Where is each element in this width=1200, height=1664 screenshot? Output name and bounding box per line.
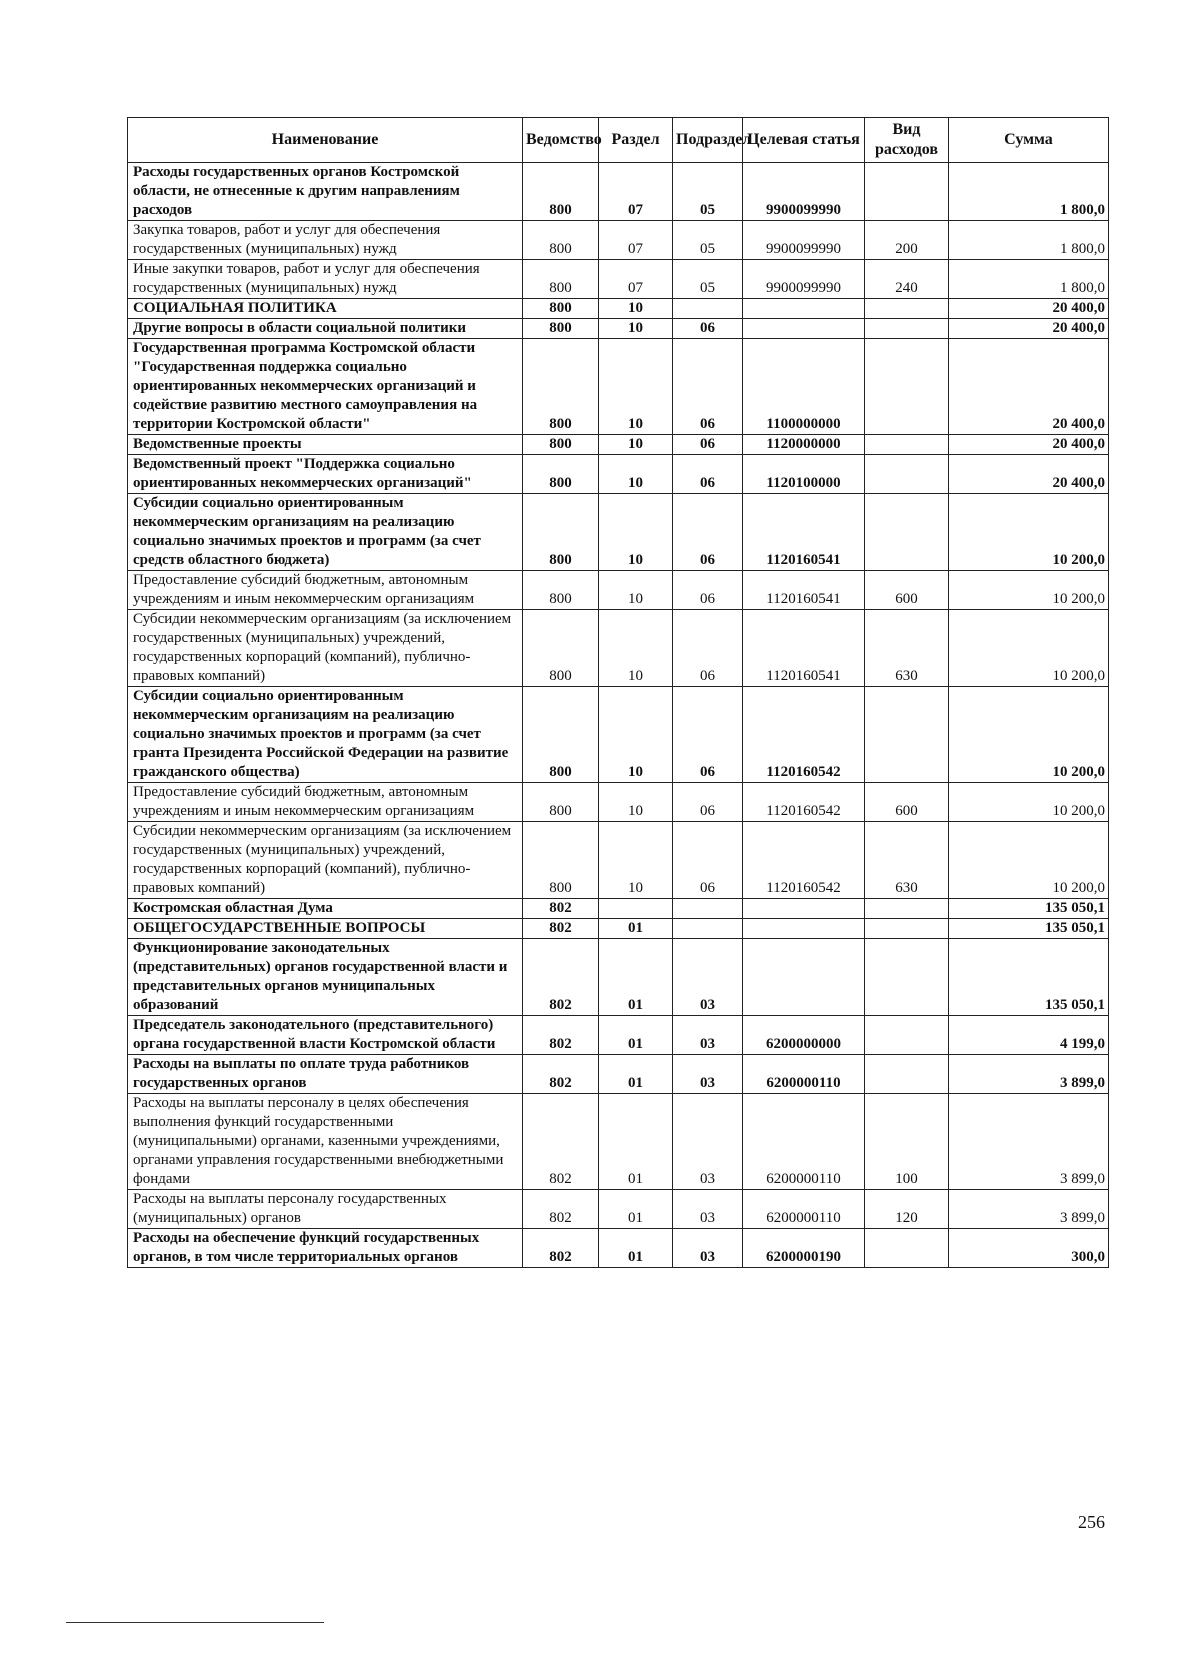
cell-amount: 4 199,0 [949,1016,1109,1055]
cell-name: Иные закупки товаров, работ и услуг для обеспечения государственных (муниципальных) нужд [128,260,523,299]
cell-name: Другие вопросы в области социальной политики [128,319,523,339]
cell-expense-type [865,899,949,919]
cell-amount: 10 200,0 [949,687,1109,783]
cell-department: 800 [523,221,599,260]
cell-name: Функционирование законодательных (представительных) органов государственной власти и представительных органов муниципальных образований [128,939,523,1016]
cell-department: 800 [523,260,599,299]
cell-department: 800 [523,822,599,899]
cell-expense-type: 630 [865,822,949,899]
cell-name: Костромская областная Дума [128,899,523,919]
cell-amount: 20 400,0 [949,455,1109,494]
cell-section: 10 [599,339,673,435]
table-row [128,1190,1109,1229]
cell-name: Субсидии социально ориентированным некоммерческим организациям на реализацию социально значимых проектов и программ (за счет гранта Президента Российской Федерации на развитие гражданского общества) [128,687,523,783]
table-row [128,687,1109,783]
cell-section: 01 [599,1055,673,1094]
cell-subsection: 06 [673,494,743,571]
cell-target-item [743,939,865,1016]
cell-department: 802 [523,1055,599,1094]
cell-department: 800 [523,571,599,610]
cell-section: 01 [599,919,673,939]
cell-section: 10 [599,571,673,610]
cell-amount: 10 200,0 [949,494,1109,571]
cell-amount: 10 200,0 [949,822,1109,899]
cell-target-item: 6200000110 [743,1055,865,1094]
cell-expense-type: 120 [865,1190,949,1229]
cell-expense-type: 600 [865,571,949,610]
cell-department: 802 [523,1016,599,1055]
cell-amount: 20 400,0 [949,319,1109,339]
header-section: Раздел [599,118,673,163]
cell-expense-type [865,687,949,783]
cell-amount: 135 050,1 [949,919,1109,939]
cell-subsection: 06 [673,610,743,687]
cell-amount: 300,0 [949,1229,1109,1268]
cell-subsection [673,299,743,319]
cell-amount: 3 899,0 [949,1190,1109,1229]
table-row [128,899,1109,919]
cell-department: 800 [523,299,599,319]
cell-subsection: 03 [673,1229,743,1268]
cell-target-item [743,319,865,339]
cell-section: 07 [599,260,673,299]
cell-subsection: 06 [673,435,743,455]
cell-subsection [673,919,743,939]
table-row [128,260,1109,299]
cell-section [599,899,673,919]
table-row [128,494,1109,571]
cell-target-item: 6200000000 [743,1016,865,1055]
cell-amount: 10 200,0 [949,571,1109,610]
cell-department: 802 [523,1190,599,1229]
cell-subsection: 05 [673,260,743,299]
cell-section: 01 [599,1229,673,1268]
cell-target-item: 1120160542 [743,783,865,822]
cell-department: 802 [523,919,599,939]
cell-name: Государственная программа Костромской области "Государственная поддержка социально ориентированных некоммерческих организаций и содействие развитию местного самоуправления на территории Костромской области" [128,339,523,435]
cell-name: Расходы на выплаты персоналу государственных (муниципальных) органов [128,1190,523,1229]
cell-name: Расходы на выплаты по оплате труда работников государственных органов [128,1055,523,1094]
table-row [128,1016,1109,1055]
cell-target-item: 6200000190 [743,1229,865,1268]
cell-name: СОЦИАЛЬНАЯ ПОЛИТИКА [128,299,523,319]
cell-department: 800 [523,494,599,571]
cell-amount: 1 800,0 [949,221,1109,260]
cell-section: 10 [599,435,673,455]
cell-amount: 10 200,0 [949,610,1109,687]
cell-expense-type [865,455,949,494]
header-target-item: Целевая статья [743,118,865,163]
cell-name: Расходы государственных органов Костромской области, не отнесенные к другим направлениям расходов [128,163,523,221]
table-row [128,319,1109,339]
cell-subsection: 06 [673,455,743,494]
cell-amount: 10 200,0 [949,783,1109,822]
cell-department: 802 [523,1229,599,1268]
cell-target-item: 1120000000 [743,435,865,455]
table-row [128,435,1109,455]
cell-name: Субсидии некоммерческим организациям (за исключением государственных (муниципальных) учреждений, государственных корпораций (компаний), публично-правовых компаний) [128,822,523,899]
cell-department: 802 [523,939,599,1016]
cell-section: 10 [599,319,673,339]
table-row [128,783,1109,822]
table-row [128,571,1109,610]
cell-target-item: 9900099990 [743,221,865,260]
cell-expense-type: 200 [865,221,949,260]
cell-department: 800 [523,687,599,783]
table-row [128,1055,1109,1094]
cell-target-item [743,299,865,319]
cell-section: 10 [599,822,673,899]
cell-expense-type [865,1055,949,1094]
cell-amount: 135 050,1 [949,939,1109,1016]
table-row [128,610,1109,687]
cell-target-item: 6200000110 [743,1190,865,1229]
cell-department: 800 [523,435,599,455]
table-row [128,299,1109,319]
cell-section: 07 [599,163,673,221]
cell-amount: 1 800,0 [949,260,1109,299]
budget-table [127,117,1109,1268]
cell-section: 10 [599,455,673,494]
cell-subsection: 03 [673,1094,743,1190]
cell-amount: 1 800,0 [949,163,1109,221]
cell-department: 800 [523,610,599,687]
page-number: 256 [1078,1512,1105,1532]
cell-expense-type: 600 [865,783,949,822]
table-row [128,221,1109,260]
cell-expense-type [865,494,949,571]
cell-department: 802 [523,899,599,919]
cell-target-item: 1120160541 [743,494,865,571]
cell-name: Субсидии социально ориентированным некоммерческим организациям на реализацию социально значимых проектов и программ (за счет средств областного бюджета) [128,494,523,571]
cell-section: 10 [599,299,673,319]
cell-section: 10 [599,494,673,571]
cell-target-item: 9900099990 [743,260,865,299]
cell-expense-type: 630 [865,610,949,687]
table-row [128,919,1109,939]
cell-section: 01 [599,1190,673,1229]
cell-expense-type [865,1016,949,1055]
cell-target-item: 9900099990 [743,163,865,221]
cell-section: 01 [599,939,673,1016]
cell-subsection: 06 [673,822,743,899]
cell-department: 800 [523,319,599,339]
table-row [128,1229,1109,1268]
cell-subsection [673,899,743,919]
cell-section: 01 [599,1094,673,1190]
header-department: Ведомство [523,118,599,163]
cell-target-item: 6200000110 [743,1094,865,1190]
cell-target-item: 1120160542 [743,687,865,783]
cell-subsection: 06 [673,319,743,339]
table-row [128,822,1109,899]
cell-expense-type [865,163,949,221]
cell-subsection: 03 [673,1016,743,1055]
cell-amount: 3 899,0 [949,1055,1109,1094]
cell-expense-type [865,939,949,1016]
cell-subsection: 03 [673,1190,743,1229]
table-header-row [128,118,1109,163]
table-body [128,163,1109,1268]
cell-department: 800 [523,339,599,435]
cell-department: 800 [523,455,599,494]
cell-amount: 20 400,0 [949,339,1109,435]
cell-amount: 20 400,0 [949,435,1109,455]
cell-expense-type [865,319,949,339]
cell-expense-type: 240 [865,260,949,299]
cell-subsection: 03 [673,939,743,1016]
table-row [128,339,1109,435]
cell-section: 10 [599,610,673,687]
cell-expense-type [865,339,949,435]
cell-section: 07 [599,221,673,260]
header-subsection: Подраздел [673,118,743,163]
header-amount: Сумма [949,118,1109,163]
cell-target-item [743,919,865,939]
cell-subsection: 03 [673,1055,743,1094]
cell-target-item: 1120160541 [743,571,865,610]
cell-name: Предоставление субсидий бюджетным, автономным учреждениям и иным некоммерческим организациям [128,783,523,822]
cell-subsection: 05 [673,221,743,260]
cell-target-item: 1100000000 [743,339,865,435]
table-row [128,1094,1109,1190]
cell-department: 802 [523,1094,599,1190]
cell-target-item: 1120160541 [743,610,865,687]
cell-name: Субсидии некоммерческим организациям (за исключением государственных (муниципальных) учреждений, государственных корпораций (компаний), публично-правовых компаний) [128,610,523,687]
cell-expense-type: 100 [865,1094,949,1190]
footer-rule [66,1622,324,1623]
cell-expense-type [865,919,949,939]
table-row [128,939,1109,1016]
cell-amount: 135 050,1 [949,899,1109,919]
cell-name: Ведомственный проект "Поддержка социально ориентированных некоммерческих организаций" [128,455,523,494]
cell-subsection: 06 [673,571,743,610]
cell-amount: 20 400,0 [949,299,1109,319]
cell-expense-type [865,435,949,455]
cell-target-item [743,899,865,919]
cell-name: Закупка товаров, работ и услуг для обеспечения государственных (муниципальных) нужд [128,221,523,260]
cell-section: 10 [599,687,673,783]
cell-target-item: 1120160542 [743,822,865,899]
cell-name: Ведомственные проекты [128,435,523,455]
cell-department: 800 [523,783,599,822]
cell-expense-type [865,1229,949,1268]
header-name: Наименование [128,118,523,163]
header-expense-type: Вид расходов [865,118,949,163]
cell-section: 01 [599,1016,673,1055]
cell-department: 800 [523,163,599,221]
cell-name: Расходы на обеспечение функций государственных органов, в том числе территориальных органов [128,1229,523,1268]
table-row [128,455,1109,494]
cell-amount: 3 899,0 [949,1094,1109,1190]
cell-name: Предоставление субсидий бюджетным, автономным учреждениям и иным некоммерческим организациям [128,571,523,610]
cell-subsection: 06 [673,339,743,435]
cell-subsection: 05 [673,163,743,221]
table-row [128,163,1109,221]
cell-subsection: 06 [673,687,743,783]
cell-name: Председатель законодательного (представительного) органа государственной власти Костромской области [128,1016,523,1055]
cell-expense-type [865,299,949,319]
cell-target-item: 1120100000 [743,455,865,494]
cell-section: 10 [599,783,673,822]
cell-name: Расходы на выплаты персоналу в целях обеспечения выполнения функций государственными (муниципальными) органами, казенными учреждениями, органами управления государственными внебюджетными фондами [128,1094,523,1190]
cell-subsection: 06 [673,783,743,822]
cell-name: ОБЩЕГОСУДАРСТВЕННЫЕ ВОПРОСЫ [128,919,523,939]
